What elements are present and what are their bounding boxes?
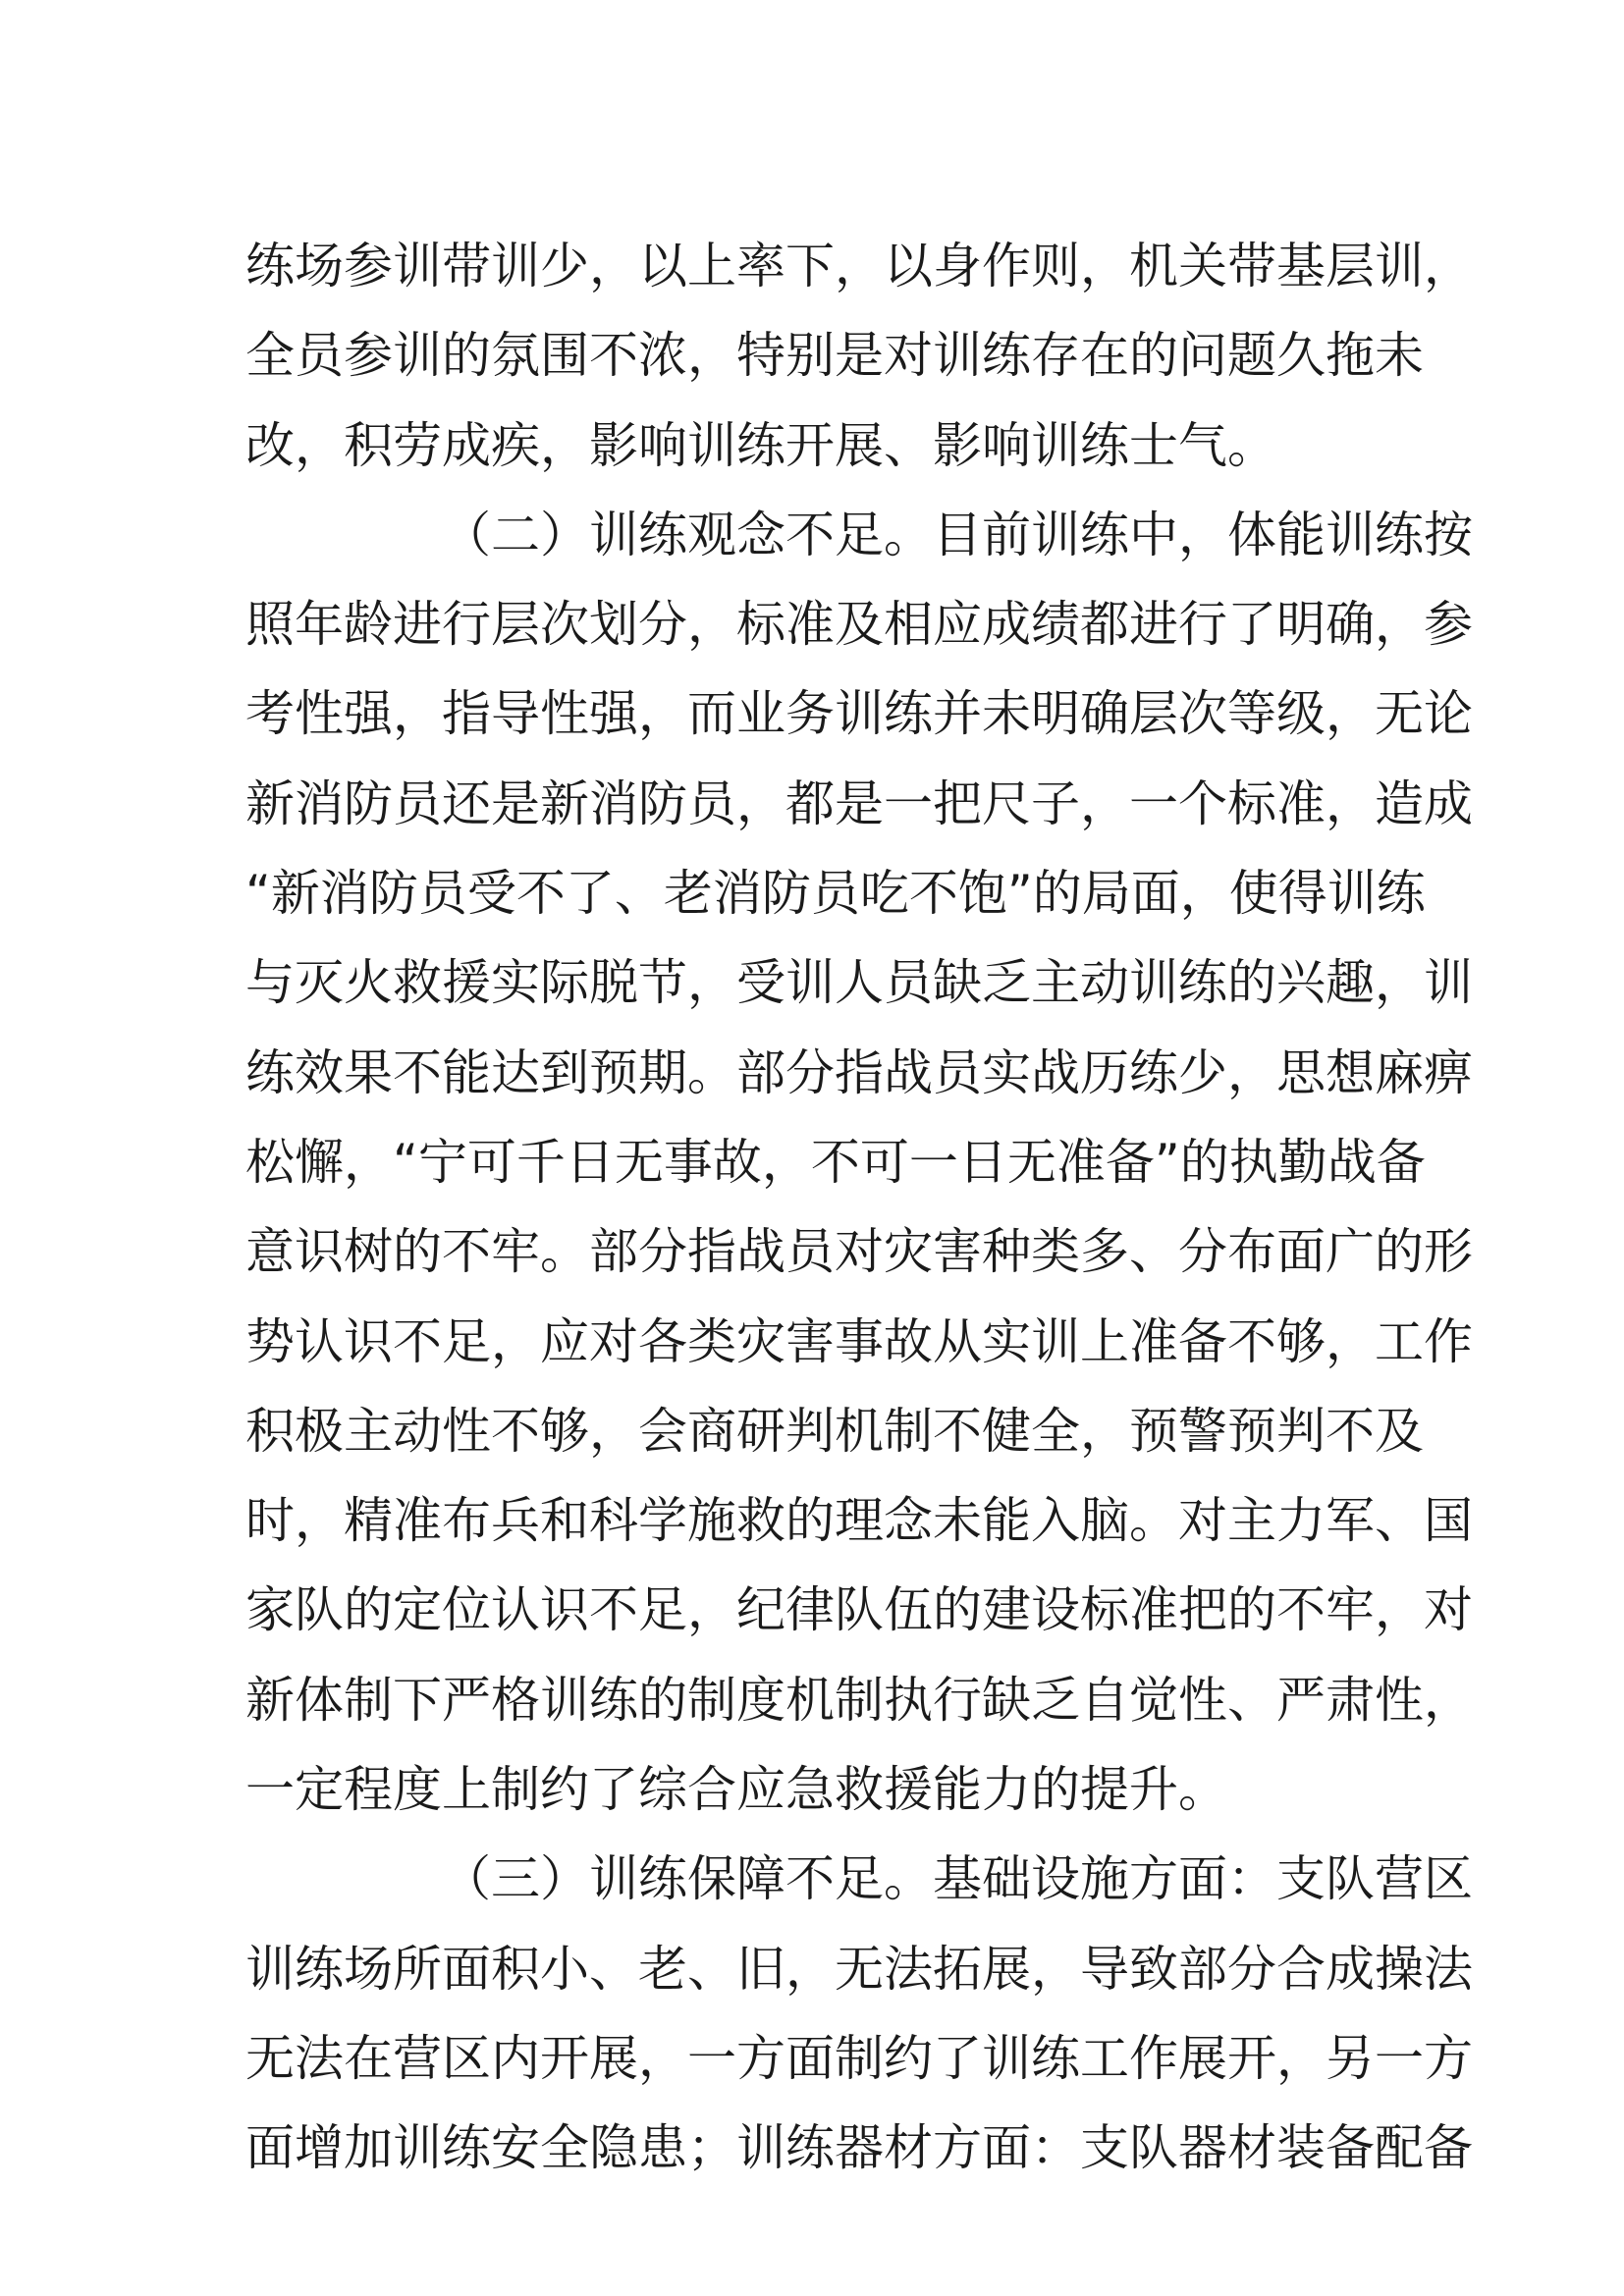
text-line: 照年龄进行层次划分，标准及相应成绩都进行了明确，参 — [245, 596, 1473, 654]
text-line: 无法在营区内开展，一方面制约了训练工作展开，另一方 — [245, 2029, 1473, 2087]
text-line: 改，积劳成疾，影响训练开展、影响训练士气。 — [245, 416, 1276, 474]
body-text — [245, 222, 1473, 2194]
text-line: 积极主动性不够，会商研判机制不健全，预警预判不及 — [245, 1402, 1424, 1460]
text-line: 训练场所面积小、老、旧，无法拓展，导致部分合成操法 — [245, 1940, 1473, 1998]
text-line: 松懈，“宁可千日无事故，不可一日无准备”的执勤战备 — [245, 1133, 1426, 1191]
section-heading-line: （二）训练观念不足。目前训练中，体能训练按 — [442, 506, 1473, 563]
text-line: 练效果不能达到预期。部分指战员实战历练少，思想麻痹 — [245, 1043, 1473, 1101]
text-line: 练场参训带训少，以上率下，以身作则，机关带基层训， — [245, 238, 1473, 294]
section-heading-line: （三）训练保障不足。基础设施方面：支队营区 — [442, 1850, 1473, 1908]
text-line: 一定程度上制约了综合应急救援能力的提升。 — [245, 1761, 1227, 1819]
text-line: 新消防员还是新消防员，都是一把尺子，一个标准，造成 — [245, 774, 1473, 832]
text-line: “新消防员受不了、老消防员吃不饱”的局面，使得训练 — [245, 865, 1426, 923]
text-line: 时，精准布兵和科学施救的理念未能入脑。对主力军、国 — [245, 1492, 1473, 1550]
text-line: 家队的定位认识不足，纪律队伍的建设标准把的不牢，对 — [245, 1581, 1473, 1639]
text-line: 面增加训练安全隐患；训练器材方面：支队器材装备配备 — [245, 2119, 1473, 2177]
text-line: 意识树的不牢。部分指战员对灾害种类多、分布面广的形 — [245, 1223, 1473, 1281]
text-line: 全员参训的氛围不浓，特别是对训练存在的问题久拖未 — [245, 327, 1424, 385]
text-line: 考性强，指导性强，而业务训练并未明确层次等级，无论 — [245, 685, 1473, 743]
text-line: 势认识不足，应对各类灾害事故从实训上准备不够，工作 — [245, 1312, 1473, 1370]
text-line: 新体制下严格训练的制度机制执行缺乏自觉性、严肃性， — [245, 1671, 1473, 1729]
text-line: 与灭火救援实际脱节，受训人员缺乏主动训练的兴趣，训 — [245, 954, 1473, 1012]
